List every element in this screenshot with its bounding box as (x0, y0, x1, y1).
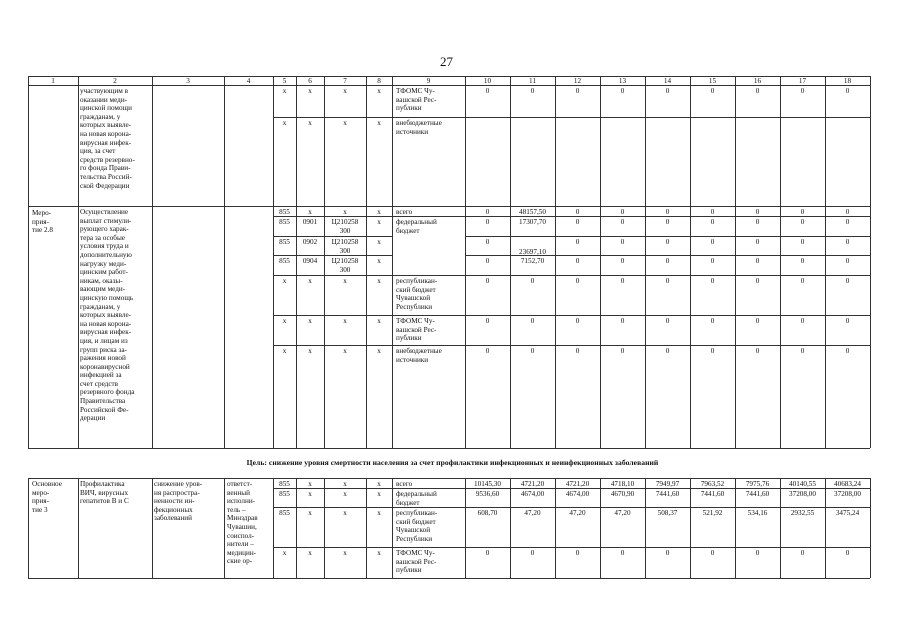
column-border (735, 85, 736, 448)
funding-amount: 0 (485, 317, 490, 325)
section-code: x (308, 509, 312, 517)
grbs-code: 855 (279, 257, 290, 265)
expense-type-code: x (377, 480, 381, 488)
funding-amount: 0 (665, 257, 670, 265)
funding-amount: 0 (710, 238, 715, 246)
funding-amount: 0 (485, 218, 490, 226)
funding-amount: 0 (800, 347, 805, 355)
funding-amount: 0 (485, 238, 490, 246)
funding-amount: 0 (575, 208, 580, 216)
column-border (78, 85, 79, 448)
grbs-code: 855 (279, 208, 290, 216)
column-border (780, 85, 781, 448)
funding-source: федеральный бюджет (396, 490, 437, 507)
funding-source: федеральный бюджет (396, 218, 437, 235)
funding-amount: 40140,55 (789, 480, 816, 488)
funding-amount: 0 (665, 238, 670, 246)
column-border (324, 478, 325, 578)
column-border (645, 85, 646, 448)
column-border (224, 478, 225, 578)
section-code: 0901 (302, 218, 318, 226)
funding-amount: 7441,60 (655, 490, 680, 498)
row-border (465, 216, 870, 217)
row-border (273, 236, 392, 237)
column-border (224, 85, 225, 448)
expected-result: снижение уров- ня распростра- ненности ин- фекционных заболеваний (154, 480, 203, 523)
funding-amount: 0 (485, 257, 490, 265)
funding-amount: 0 (665, 218, 670, 226)
funding-amount: 4674,00 (565, 490, 590, 498)
column-header: 9 (426, 76, 431, 85)
column-border (600, 76, 601, 85)
column-border (366, 85, 367, 448)
column-border (366, 76, 367, 85)
funding-amount: 0 (800, 208, 805, 216)
column-border (224, 76, 225, 85)
funding-amount: 4718,10 (610, 480, 635, 488)
column-border (780, 76, 781, 85)
funding-amount: 0 (530, 87, 535, 95)
expense-type-code: x (377, 119, 381, 127)
funding-amount: 0 (575, 277, 580, 285)
column-border (296, 478, 297, 578)
funding-amount: 0 (575, 549, 580, 557)
funding-amount: 0 (755, 208, 760, 216)
expense-type-code: x (377, 277, 381, 285)
column-header: 6 (308, 76, 312, 85)
funding-amount: 0 (800, 317, 805, 325)
funding-amount: 0 (710, 549, 715, 557)
funding-amount: 0 (665, 277, 670, 285)
expense-type-code: x (377, 509, 381, 517)
funding-amount: 0 (755, 347, 760, 355)
grbs-code: 855 (279, 509, 290, 517)
target-article-code: x (343, 317, 347, 325)
measure-number: Меро- прия- тие 2.8 (32, 209, 53, 235)
funding-amount: 23697,10 (519, 248, 546, 256)
funding-source: внебюджетные источники (396, 347, 442, 364)
column-border (600, 478, 601, 578)
grbs-code: 855 (279, 218, 290, 226)
column-border (825, 76, 826, 85)
grbs-code: x (282, 277, 287, 285)
target-article-code: Ц210258 300 (331, 257, 359, 274)
column-border (152, 85, 153, 448)
funding-amount: 47,20 (524, 509, 541, 517)
funding-amount: 508,37 (657, 509, 678, 517)
column-header: 7 (343, 76, 347, 85)
column-border (273, 85, 274, 448)
column-header: 10 (483, 76, 492, 85)
expense-type-code: x (377, 238, 381, 246)
target-article-code: x (343, 509, 347, 517)
funding-amount: 0 (800, 218, 805, 226)
funding-source: ТФОМС Чу- вашской Рес- публики (396, 317, 437, 343)
column-border (825, 85, 826, 448)
column-border (510, 76, 511, 85)
funding-amount: 0 (575, 317, 580, 325)
measure-number: Основное меро- прия- тие 3 (32, 480, 62, 514)
funding-amount: 0 (620, 549, 625, 557)
grbs-code: x (282, 549, 287, 557)
target-article-code: x (343, 119, 347, 127)
funding-amount: 17307,70 (519, 218, 546, 226)
measure-description: Осуществление выплат стимули- рующего харак- тера за особые условия труда и дополнительную нагрузку меди- цинским работ- никам, оказы- вающим меди- цинскую помощь гражданам, у которых выявле- на новая корона- вирусная инфек- ция, и лицам из групп риска за- ражения новой коронавирусной инфекцией за счет средств резервного фонда Правительства Российской Фе- дерации (80, 208, 135, 423)
header-bottom-border (28, 85, 870, 86)
grbs-code: 855 (279, 480, 290, 488)
column-border (28, 85, 29, 448)
funding-amount: 47,20 (569, 509, 586, 517)
funding-amount: 0 (845, 277, 850, 285)
funding-amount: 534,16 (747, 509, 768, 517)
funding-amount: 0 (710, 277, 715, 285)
grbs-code: x (282, 119, 287, 127)
funding-amount: 0 (620, 238, 625, 246)
funding-amount: 0 (800, 549, 805, 557)
section-code: x (308, 480, 312, 488)
funding-amount: 0 (845, 347, 850, 355)
column-border (392, 478, 393, 578)
column-border (152, 478, 153, 578)
column-header: 1 (51, 76, 55, 85)
column-border (324, 85, 325, 448)
funding-amount: 0 (620, 317, 625, 325)
column-border (690, 85, 691, 448)
funding-source: республикан- ский бюджет Чувашской Республики (396, 277, 438, 311)
funding-amount: 0 (575, 87, 580, 95)
funding-source: ТФОМС Чу- вашской Рес- публики (396, 87, 437, 113)
funding-amount: 0 (620, 218, 625, 226)
section-code: 0902 (302, 238, 318, 246)
grbs-code: x (282, 87, 287, 95)
column-border (392, 85, 393, 448)
funding-amount: 0 (755, 257, 760, 265)
grbs-code: 855 (279, 238, 290, 246)
funding-amount: 0 (485, 87, 490, 95)
section-code: x (308, 347, 312, 355)
funding-amount: 4670,90 (610, 490, 635, 498)
column-border (465, 478, 466, 578)
section-code: x (308, 277, 312, 285)
funding-amount: 0 (620, 347, 625, 355)
funding-amount: 0 (800, 87, 805, 95)
funding-amount: 0 (530, 317, 535, 325)
column-border (324, 76, 325, 85)
grbs-code: x (282, 317, 287, 325)
block-border (28, 206, 870, 207)
row-border (273, 255, 392, 256)
funding-amount: 4721,20 (565, 480, 590, 488)
column-border (510, 85, 511, 448)
funding-amount: 0 (485, 208, 490, 216)
funding-amount: 521,92 (702, 509, 723, 517)
column-border (870, 76, 871, 85)
funding-amount: 0 (665, 347, 670, 355)
funding-amount: 10145,30 (474, 480, 501, 488)
column-border (870, 85, 871, 448)
column-border (555, 76, 556, 85)
funding-amount: 0 (485, 347, 490, 355)
funding-amount: 4674,00 (520, 490, 545, 498)
funding-amount: 7949,97 (655, 480, 680, 488)
funding-amount: 0 (530, 549, 535, 557)
funding-amount: 0 (575, 347, 580, 355)
row-border (273, 216, 392, 217)
column-header: 5 (282, 76, 287, 85)
funding-amount: 0 (665, 208, 670, 216)
section-code: x (308, 549, 312, 557)
row-border (392, 216, 465, 217)
column-header: 18 (843, 76, 852, 85)
column-border (645, 76, 646, 85)
funding-amount: 0 (665, 317, 670, 325)
funding-amount: 47,20 (614, 509, 631, 517)
column-border (825, 478, 826, 578)
measure-description: участвующим в оказании меди- цинской помощи гражданам, у которых выявле- на новая корона- вирусная инфек- ция, за счет средств резервно- го фонда Прави- тельства Россий- ской Федерации (80, 87, 135, 190)
target-article-code: x (343, 480, 347, 488)
funding-amount: 0 (845, 218, 850, 226)
section-code: 0904 (302, 257, 318, 265)
grbs-code: x (282, 347, 287, 355)
column-border (296, 85, 297, 448)
column-border (870, 478, 871, 578)
funding-amount: 0 (710, 208, 715, 216)
section-code: x (308, 490, 312, 498)
funding-source: республикан- ский бюджет Чувашской Республики (396, 509, 438, 543)
funding-amount: 0 (710, 87, 715, 95)
funding-source: всего (396, 480, 413, 488)
funding-amount: 0 (620, 87, 625, 95)
funding-source: ТФОМС Чу- вашской Рес- публики (396, 549, 437, 575)
funding-amount: 0 (845, 257, 850, 265)
column-border (465, 85, 466, 448)
funding-amount: 0 (755, 218, 760, 226)
target-article-code: x (343, 87, 347, 95)
column-header: 12 (573, 76, 582, 85)
grbs-code: 855 (279, 490, 290, 498)
column-border (735, 478, 736, 578)
funding-amount: 0 (620, 277, 625, 285)
expense-type-code: x (377, 549, 381, 557)
target-article-code: x (343, 208, 347, 216)
funding-amount: 0 (845, 317, 850, 325)
funding-amount: 7441,60 (700, 490, 725, 498)
column-border (366, 478, 367, 578)
column-border (555, 85, 556, 448)
funding-amount: 9536,60 (475, 490, 500, 498)
expense-type-code: x (377, 218, 381, 226)
target-article-code: Ц210258 300 (331, 218, 359, 235)
funding-amount: 0 (755, 238, 760, 246)
expense-type-code: x (377, 208, 381, 216)
funding-amount: 7441,60 (745, 490, 770, 498)
funding-amount: 0 (800, 277, 805, 285)
column-border (392, 76, 393, 85)
funding-source: внебюджетные источники (396, 119, 442, 136)
funding-amount: 0 (530, 347, 535, 355)
funding-amount: 0 (665, 87, 670, 95)
section-code: x (308, 87, 312, 95)
responsible-executor: ответст- венный исполни- тель – Минздрав Чувашии, соиспол- нители – медицин- ские ор- (227, 480, 258, 566)
funding-amount: 2932,55 (790, 509, 815, 517)
funding-amount: 0 (845, 549, 850, 557)
column-border (28, 478, 29, 578)
column-border (78, 76, 79, 85)
goal-heading: Цель: снижение уровня смертности населения за счет профилактики инфекционных и неинфекционных заболеваний (246, 458, 659, 467)
column-border (78, 478, 79, 578)
funding-amount: 37208,00 (834, 490, 861, 498)
target-article-code: x (343, 549, 347, 557)
funding-amount: 7963,52 (700, 480, 725, 488)
funding-amount: 0 (620, 257, 625, 265)
funding-amount: 0 (755, 549, 760, 557)
funding-amount: 40683,24 (834, 480, 861, 488)
expense-type-code: x (377, 317, 381, 325)
column-border (510, 478, 511, 578)
funding-amount: 4721,20 (520, 480, 545, 488)
funding-amount: 0 (575, 238, 580, 246)
column-border (273, 76, 274, 85)
funding-amount: 7975,76 (745, 480, 770, 488)
funding-amount: 0 (485, 277, 490, 285)
funding-amount: 0 (845, 238, 850, 246)
section-code: x (308, 208, 312, 216)
column-header: 16 (753, 76, 762, 85)
target-article-code: Ц210258 300 (331, 238, 359, 255)
target-article-code: x (343, 490, 347, 498)
funding-amount: 0 (710, 347, 715, 355)
column-border (690, 76, 691, 85)
column-border (296, 76, 297, 85)
table-bottom-border (28, 578, 870, 579)
funding-amount: 0 (665, 549, 670, 557)
funding-amount: 0 (710, 317, 715, 325)
funding-amount: 0 (755, 87, 760, 95)
column-border (152, 76, 153, 85)
funding-amount: 0 (755, 277, 760, 285)
target-article-code: x (343, 347, 347, 355)
column-header: 2 (113, 76, 117, 85)
measure-description: Профилактика ВИЧ, вирусных гепатитов В и С (80, 480, 129, 506)
expense-type-code: x (377, 87, 381, 95)
column-header: 4 (246, 76, 251, 85)
column-header: 15 (708, 76, 717, 85)
column-border (600, 85, 601, 448)
funding-amount: 608,70 (477, 509, 498, 517)
block-border (28, 478, 870, 479)
page-number: 27 (440, 54, 453, 69)
funding-amount: 3475,24 (835, 509, 860, 517)
funding-amount: 48157,50 (519, 208, 546, 216)
column-header: 8 (377, 76, 381, 85)
row-border (465, 236, 870, 237)
block-border (28, 448, 870, 449)
funding-source: всего (396, 208, 413, 216)
expense-type-code: x (377, 490, 381, 498)
row-border (465, 255, 870, 256)
column-border (465, 76, 466, 85)
funding-amount: 0 (575, 218, 580, 226)
funding-amount: 0 (485, 549, 490, 557)
column-header: 11 (529, 76, 536, 85)
section-code: x (308, 119, 312, 127)
column-border (555, 478, 556, 578)
expense-type-code: x (377, 257, 381, 265)
funding-amount: 37208,00 (789, 490, 816, 498)
target-article-code: x (343, 277, 347, 285)
funding-amount: 0 (620, 208, 625, 216)
funding-amount: 0 (530, 277, 535, 285)
section-code: x (308, 317, 312, 325)
column-border (780, 478, 781, 578)
funding-amount: 0 (710, 257, 715, 265)
column-header: 14 (663, 76, 672, 85)
column-header: 13 (618, 76, 627, 85)
funding-amount: 0 (845, 87, 850, 95)
column-border (28, 76, 29, 85)
column-header: 3 (186, 76, 190, 85)
expense-type-code: x (377, 347, 381, 355)
funding-amount: 0 (575, 257, 580, 265)
column-border (735, 76, 736, 85)
funding-amount: 0 (845, 208, 850, 216)
funding-amount: 0 (800, 238, 805, 246)
funding-amount: 0 (710, 218, 715, 226)
funding-amount: 0 (800, 257, 805, 265)
column-border (690, 478, 691, 578)
funding-amount: 7152,70 (520, 257, 545, 265)
column-border (645, 478, 646, 578)
column-header: 17 (798, 76, 807, 85)
funding-amount: 0 (755, 317, 760, 325)
column-border (273, 478, 274, 578)
